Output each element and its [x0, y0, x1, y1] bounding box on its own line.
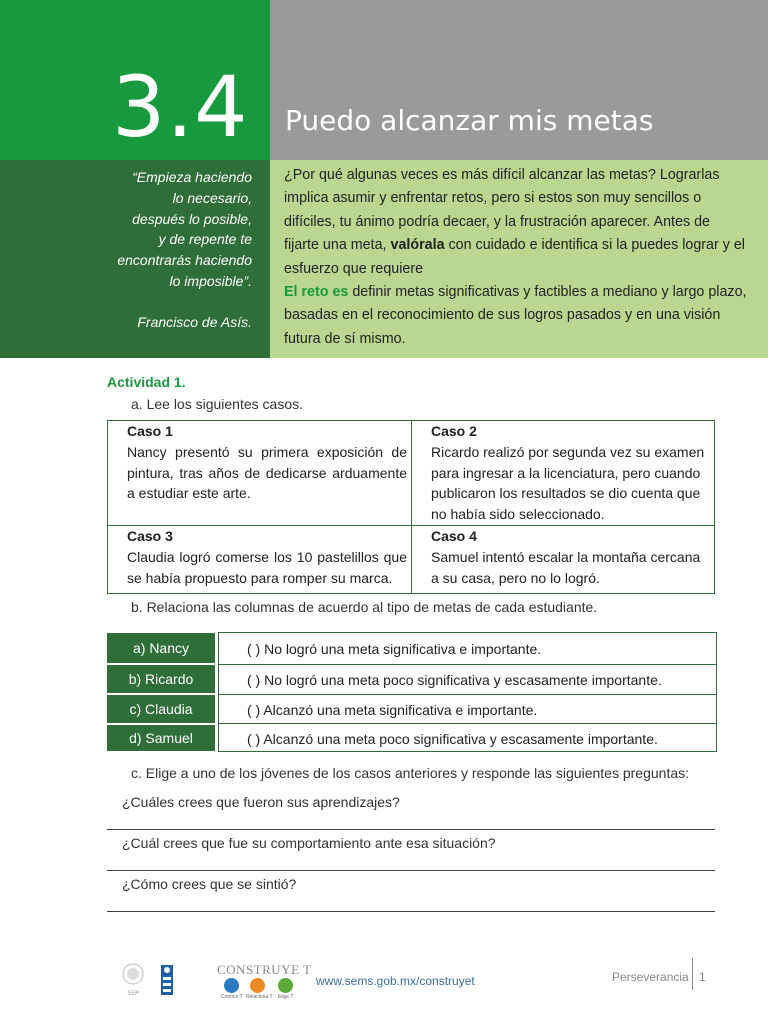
case-text: Samuel intentó escalar la montaña cercana a su casa, pero no lo logró.: [431, 548, 701, 586]
case-title: Caso 3: [127, 528, 173, 544]
page-number: 1: [699, 970, 706, 984]
sep-seal-icon: [118, 962, 148, 998]
quote-line: “Empieza haciendo: [132, 169, 252, 185]
quote-box: [0, 160, 270, 358]
question: ¿Cómo crees que se sintió?: [122, 876, 297, 892]
question: ¿Cuáles crees que fueron sus aprendizajes?: [122, 794, 400, 810]
reto-paragraph: [284, 281, 748, 351]
quote-line: lo imposible”.: [169, 272, 252, 289]
sep-label: SEP: [127, 990, 139, 997]
footer-section: Perseverancia: [612, 970, 689, 984]
footer-url[interactable]: www.sems.gob.mx/construyet: [316, 974, 475, 988]
intro-text-2: con cuidado e identifica si la puedes lograr y el esfuerzo que requiere: [284, 237, 745, 277]
name-item: b) Ricardo: [128, 671, 194, 687]
quote-line: y de repente te: [158, 231, 252, 248]
cases-table: [107, 420, 715, 594]
conoce-icon: [224, 978, 239, 993]
section-number-block: [0, 0, 270, 160]
question: ¿Cuál crees que fue su comportamiento ante esa situación?: [122, 835, 496, 851]
table-divider: [411, 421, 412, 593]
instruction-b: b. Relaciona las columnas de acuerdo al tipo de metas de cada estudiante.: [131, 599, 598, 615]
intro-paragraph: [284, 164, 748, 281]
option-item[interactable]: ( ) Alcanzó una meta significativa e importante.: [247, 702, 538, 718]
icon-label: Conoce T: [221, 994, 243, 1000]
name-item: d) Samuel: [129, 730, 193, 746]
reto-text: definir metas significativas y factibles a mediano y largo plazo, basadas en el reconocimiento de sus logros pasados y en una visión futura de sí mismo.: [284, 284, 747, 347]
option-item[interactable]: ( ) Alcanzó una meta poco significativa y escasamente importante.: [247, 731, 658, 747]
options-column: [218, 632, 717, 752]
section-number: 3.4: [112, 58, 249, 156]
icon-label: Elige T: [278, 994, 294, 1000]
case-cell: [431, 421, 711, 525]
undp-logo-icon: [161, 965, 173, 995]
reto-label: El reto es: [284, 284, 349, 301]
intro-box: [270, 160, 768, 358]
case-title: Caso 1: [127, 423, 173, 439]
answer-line[interactable]: [107, 911, 715, 912]
case-cell: [431, 526, 711, 588]
intro-text-1: ¿Por qué algunas veces es más difícil alcanzar las metas? Lograrlas implica asumir y enfrentar retos, pero si estos son muy sencillos o difíciles, tu ánimo podría decaer, y la frustración aparecer. Antes de fijarte una meta,: [284, 167, 720, 254]
name-item: a) Nancy: [132, 640, 190, 656]
names-column: [107, 633, 215, 751]
name-item: c) Claudia: [129, 701, 193, 717]
case-cell: [127, 421, 407, 504]
icon-label: Relaciona T: [246, 994, 273, 1000]
case-title: Caso 2: [431, 423, 477, 439]
case-text: Claudia logró comerse los 10 pastelillos que se había propuesto para romper su marca.: [127, 548, 407, 586]
intro-keyword: valórala: [390, 237, 445, 254]
quote-line: después lo posible,: [132, 210, 252, 227]
instruction-c: c. Elige a uno de los jóvenes de los casos anteriores y responde las siguientes preguntas:: [131, 765, 690, 781]
case-text: Nancy presentó su primera exposición de pintura, tras años de dedicarse arduamente a estudiar este arte.: [127, 443, 407, 502]
option-item[interactable]: ( ) No logró una meta poco significativa y escasamente importante.: [247, 672, 662, 688]
instruction-a: a. Lee los siguientes casos.: [131, 396, 303, 412]
answer-line[interactable]: [107, 829, 715, 830]
option-item[interactable]: ( ) No logró una meta significativa e importante.: [247, 641, 542, 657]
quote-line: encontrarás haciendo: [117, 252, 252, 269]
answer-line[interactable]: [107, 870, 715, 871]
relaciona-icon: [250, 978, 265, 993]
quote-author: Francisco de Asís.: [137, 313, 252, 330]
case-text: Ricardo realizó por segunda vez su examen para ingresar a la licenciatura, pero cuando publicaron los resultados se dio cuenta que no había sido seleccionado.: [431, 443, 705, 523]
case-cell: [127, 526, 407, 588]
construye-brand: CONSTRUYE T: [217, 962, 312, 977]
quote-line: lo necesario,: [172, 189, 252, 206]
elige-icon: [278, 978, 293, 993]
section-title: Puedo alcanzar mis metas: [285, 104, 654, 137]
footer-divider: [692, 958, 693, 990]
section-title-block: [270, 0, 768, 160]
case-title: Caso 4: [431, 528, 477, 544]
activity-title: Actividad 1.: [107, 374, 186, 390]
